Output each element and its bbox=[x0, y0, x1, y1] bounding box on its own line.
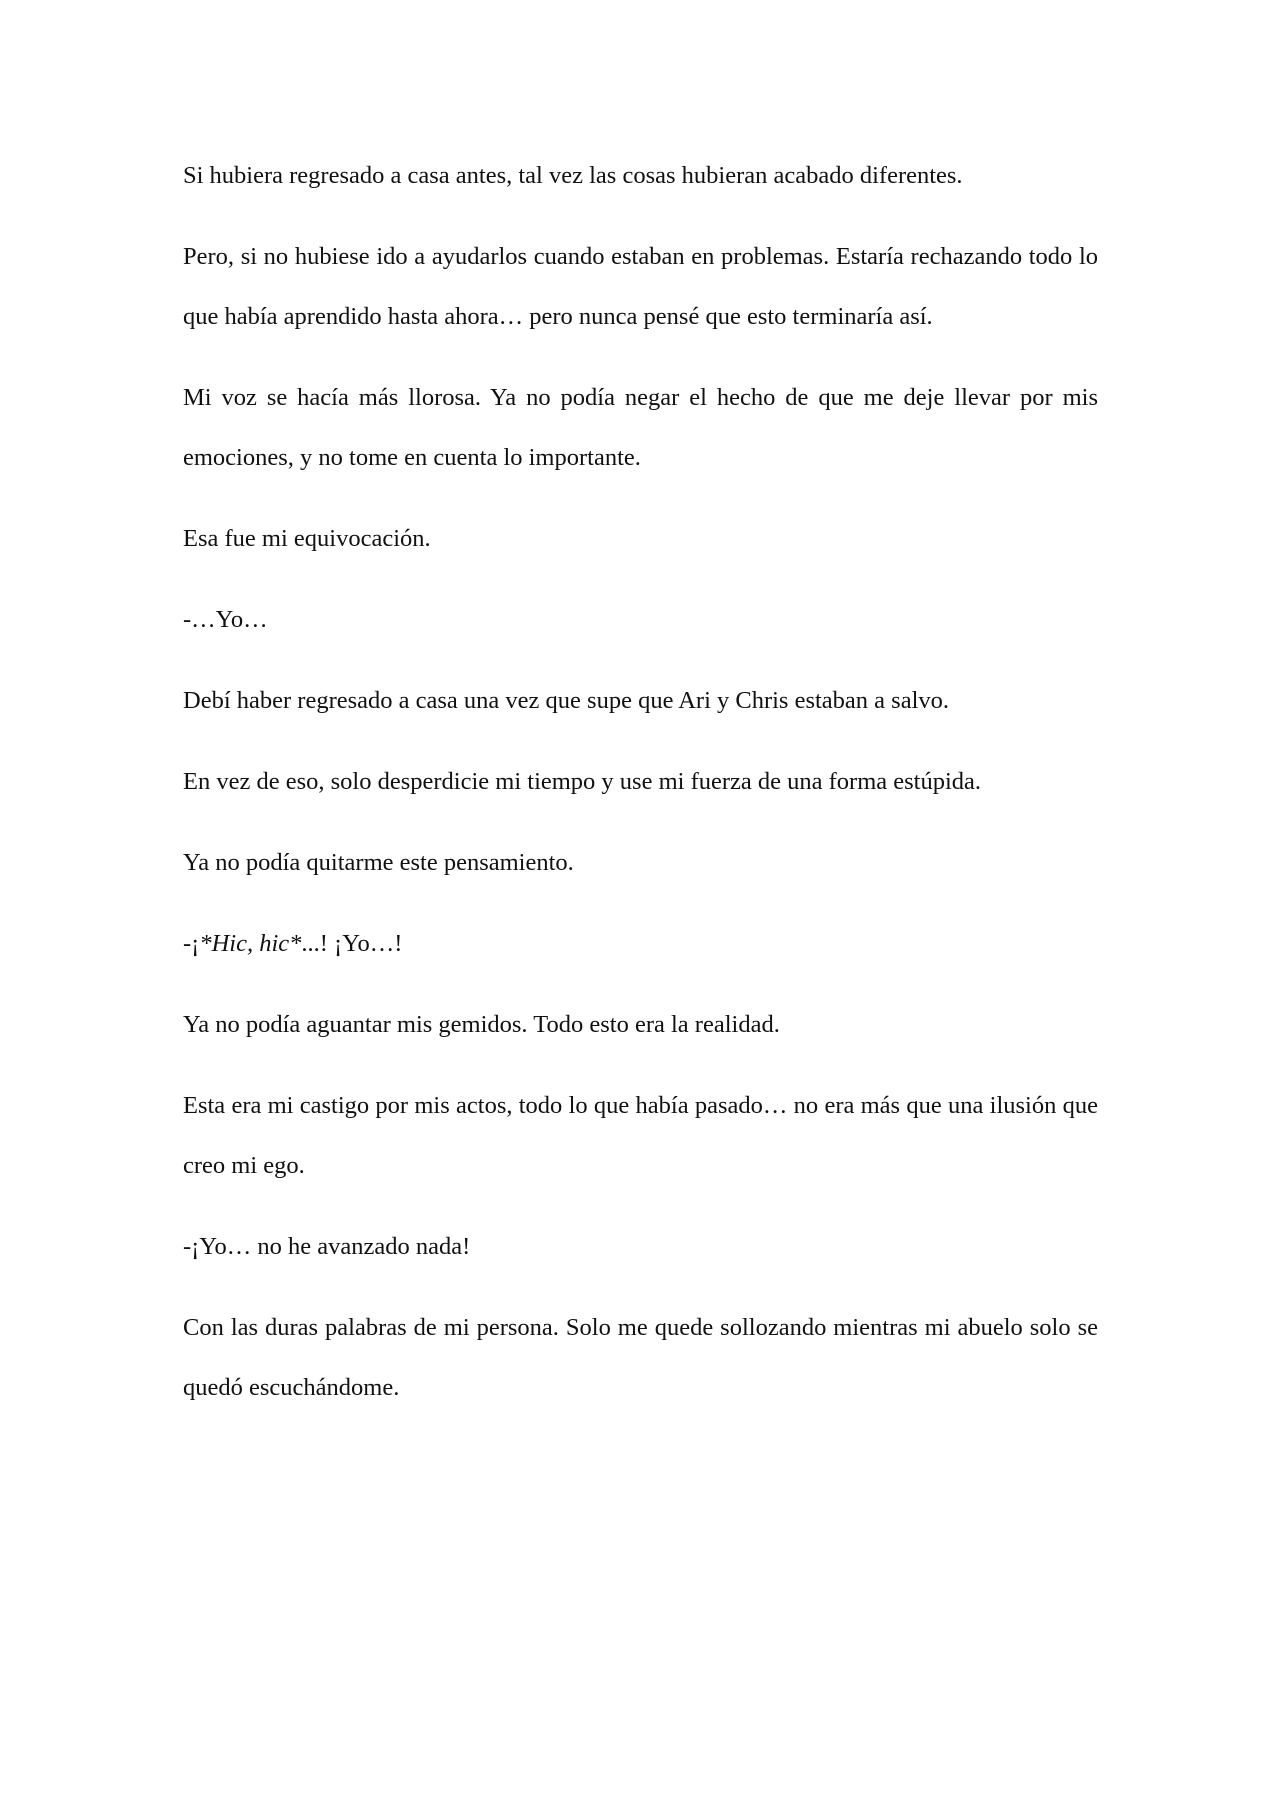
paragraph-11: Esta era mi castigo por mis actos, todo lo que había pasado… no era más que una ilusión que creo mi ego. bbox=[183, 1092, 1098, 1179]
hic-italic: *Hic, hic* bbox=[199, 930, 302, 957]
paragraph-10: Ya no podía aguantar mis gemidos. Todo esto era la realidad. bbox=[183, 1011, 780, 1038]
paragraph-8: Ya no podía quitarme este pensamiento. bbox=[183, 849, 574, 876]
paragraph-1: Si hubiera regresado a casa antes, tal vez las cosas hubieran acabado diferentes. bbox=[183, 162, 963, 189]
paragraph-6: Debí haber regresado a casa una vez que supe que Ari y Chris estaban a salvo. bbox=[183, 687, 950, 714]
dialogue-no-avanzado: -¡Yo… no he avanzado nada! bbox=[183, 1233, 471, 1260]
hic-suffix: ...! ¡Yo…! bbox=[301, 930, 403, 957]
paragraph-2: Pero, si no hubiese ido a ayudarlos cuando estaban en problemas. Estaría rechazando todo lo que había aprendido hasta ahora… pero nunca pensé que esto terminaría así. bbox=[183, 243, 1098, 330]
paragraph-3: Mi voz se hacía más llorosa. Ya no podía negar el hecho de que me deje llevar por mis emociones, y no tome en cuenta lo importante. bbox=[183, 384, 1098, 471]
paragraph-7: En vez de eso, solo desperdicie mi tiempo y use mi fuerza de una forma estúpida. bbox=[183, 768, 982, 795]
paragraph-13: Con las duras palabras de mi persona. Solo me quede sollozando mientras mi abuelo solo se quedó escuchándome. bbox=[183, 1314, 1098, 1401]
hic-prefix: -¡ bbox=[183, 930, 200, 957]
paragraph-4: Esa fue mi equivocación. bbox=[183, 525, 431, 552]
dialogue-yo: -…Yo… bbox=[183, 606, 268, 633]
dialogue-hic bbox=[183, 914, 1098, 974]
body-text bbox=[183, 146, 1098, 1439]
